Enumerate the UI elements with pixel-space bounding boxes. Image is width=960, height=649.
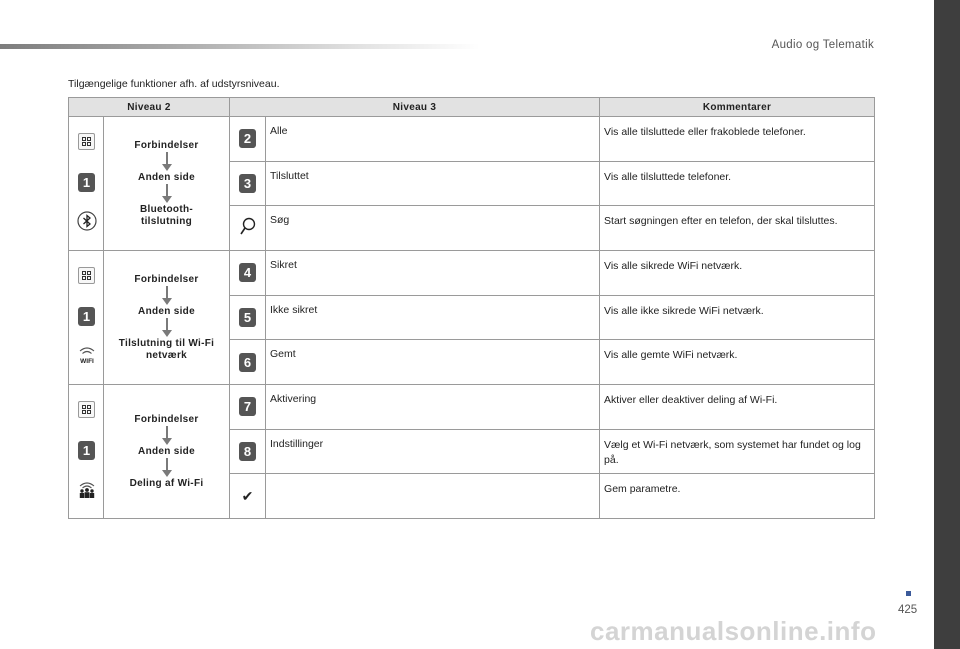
- step-badge: 3: [239, 174, 256, 193]
- step-badge: 8: [239, 442, 256, 461]
- step-badge: 1: [78, 441, 95, 460]
- level3-label: Aktivering: [266, 385, 600, 430]
- level2-step: Anden side: [138, 445, 195, 457]
- arrow-down-icon: [162, 318, 172, 338]
- level2-step: Forbindelser: [134, 413, 199, 425]
- comment-text: Vis alle ikke sikrede WiFi netværk.: [600, 295, 875, 340]
- comment-text: Vis alle tilsluttede telefoner.: [600, 161, 875, 206]
- comment-text: Vælg et Wi-Fi netværk, som systemet har fundet og log på.: [600, 429, 875, 474]
- top-decorative-bar: [0, 44, 480, 49]
- arrow-down-icon: [162, 152, 172, 172]
- level2-step: Forbindelser: [134, 273, 199, 285]
- step-badge: 2: [239, 129, 256, 148]
- level3-label: Indstillinger: [266, 429, 600, 474]
- level2-path: [104, 385, 230, 519]
- table-row: [69, 117, 875, 162]
- level3-label: Ikke sikret: [266, 295, 600, 340]
- level2-step: Anden side: [138, 305, 195, 317]
- level3-label: Sikret: [266, 251, 600, 296]
- comment-text: Vis alle tilsluttede eller frakoblede telefoner.: [600, 117, 875, 162]
- comment-text: Gem parametre.: [600, 474, 875, 519]
- level2-step: Tilslutning til Wi-Fi netværk: [118, 337, 215, 361]
- right-edge-bar: [934, 0, 960, 649]
- table-row: [69, 385, 875, 430]
- page-number: 425: [898, 604, 918, 616]
- table-row: [69, 251, 875, 296]
- search-icon: [239, 217, 257, 237]
- arrow-down-icon: [162, 184, 172, 204]
- app-grid-icon: [78, 267, 95, 284]
- watermark: carmanualsonline.info: [590, 616, 877, 646]
- level2-step: Forbindelser: [134, 139, 199, 151]
- level2-path: [104, 251, 230, 385]
- group-icons: [69, 385, 104, 519]
- group-icons: [69, 251, 104, 385]
- wifi-sharing-icon: [77, 479, 97, 499]
- header-niveau-2: Niveau 2: [69, 98, 230, 117]
- step-badge: 1: [78, 173, 95, 192]
- step-badge: 1: [78, 307, 95, 326]
- step-badge: 4: [239, 263, 256, 282]
- level3-label: [266, 474, 600, 519]
- level2-step: Deling af Wi-Fi: [129, 477, 204, 489]
- arrow-down-icon: [162, 458, 172, 478]
- step-badge: 6: [239, 353, 256, 372]
- function-table: [68, 97, 875, 519]
- level3-label: Søg: [266, 206, 600, 251]
- bluetooth-icon: [77, 211, 97, 231]
- checkmark-icon: ✔: [241, 487, 254, 504]
- intro-text: Tilgængelige funktioner afh. af udstyrsniveau.: [68, 78, 280, 90]
- step-badge: 7: [239, 397, 256, 416]
- step-badge: 5: [239, 308, 256, 327]
- level2-path: [104, 117, 230, 251]
- app-grid-icon: [78, 401, 95, 418]
- arrow-down-icon: [162, 426, 172, 446]
- level2-step: Anden side: [138, 171, 195, 183]
- level3-label: Gemt: [266, 340, 600, 385]
- level3-label: Alle: [266, 117, 600, 162]
- comment-text: Aktiver eller deaktiver deling af Wi-Fi.: [600, 385, 875, 430]
- header-niveau-3: Niveau 3: [230, 98, 600, 117]
- level2-step: Bluetooth- tilslutning: [140, 203, 193, 227]
- wifi-label: WIFI: [80, 358, 94, 365]
- header-kommentarer: Kommentarer: [600, 98, 875, 117]
- app-grid-icon: [78, 133, 95, 150]
- comment-text: Vis alle gemte WiFi netværk.: [600, 340, 875, 385]
- comment-text: Vis alle sikrede WiFi netværk.: [600, 251, 875, 296]
- wifi-icon: [77, 345, 97, 365]
- group-icons: [69, 117, 104, 251]
- arrow-down-icon: [162, 286, 172, 306]
- comment-text: Start søgningen efter en telefon, der skal tilsluttes.: [600, 206, 875, 251]
- table-header-row: [69, 98, 875, 117]
- level3-label: Tilsluttet: [266, 161, 600, 206]
- section-title: Audio og Telematik: [771, 39, 874, 51]
- page-marker: [906, 591, 911, 596]
